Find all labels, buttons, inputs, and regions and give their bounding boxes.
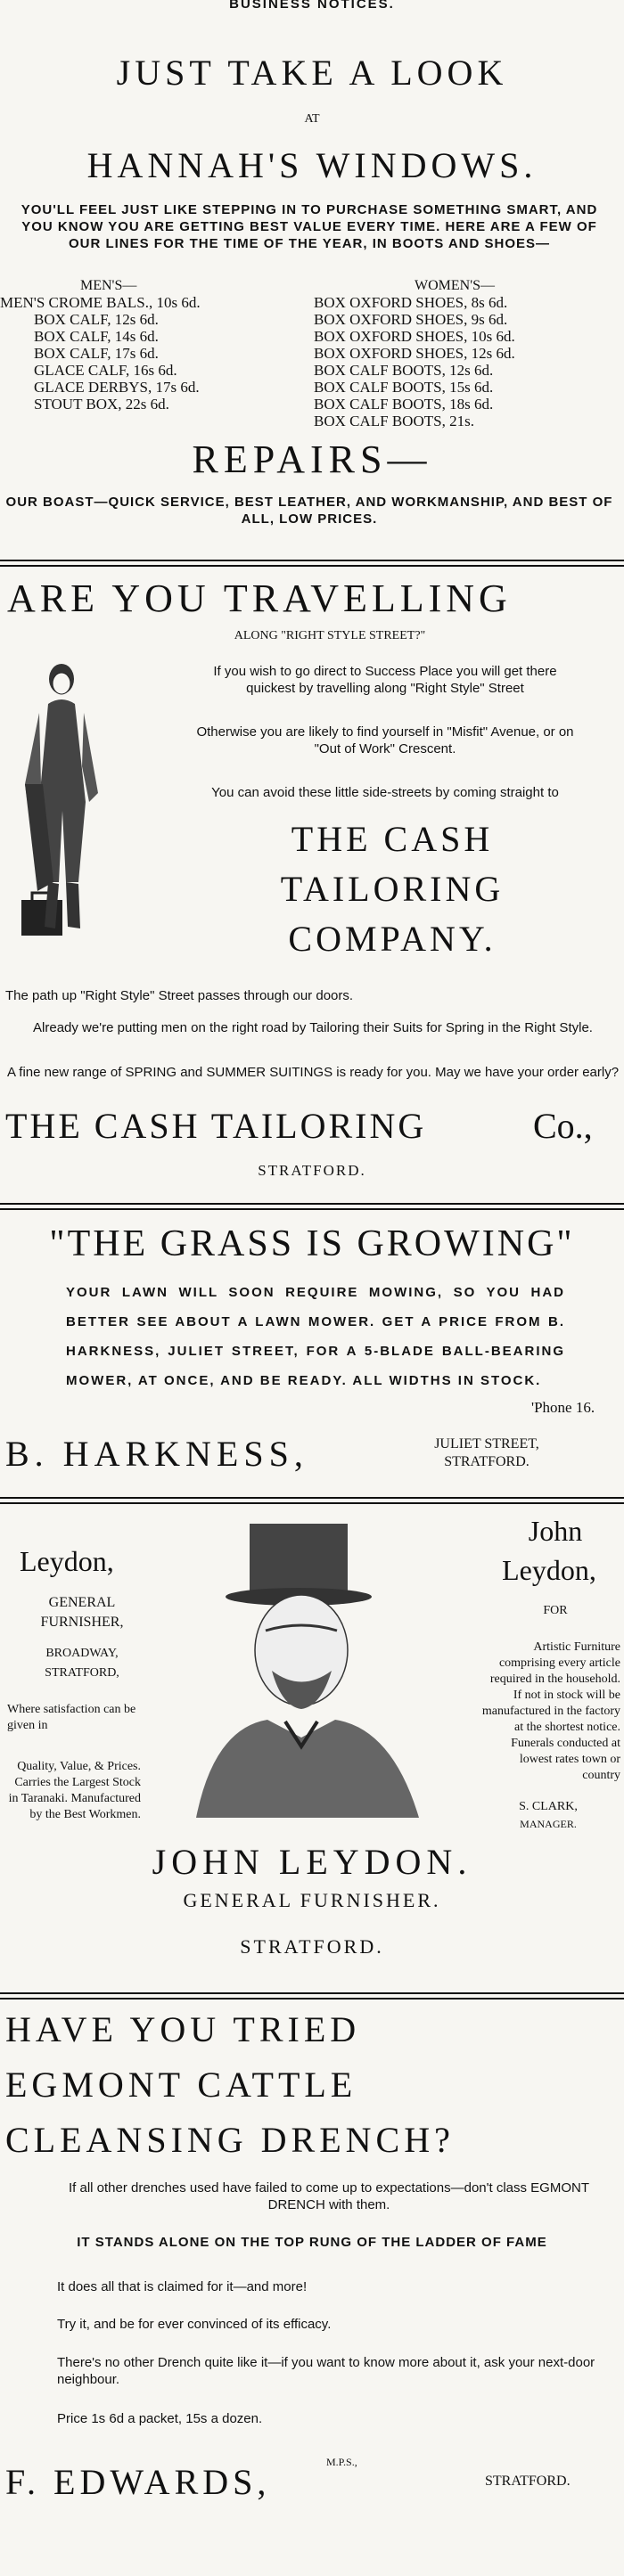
leydon-left-title-2: FURNISHER, [40,1615,124,1630]
womens-list [314,294,617,429]
egmont-p3: It does all that is claimed for it—and more! [57,2279,308,2294]
cash-p3: You can avoid these little side-streets by coming straight to [211,785,559,800]
egmont-p6: Price 1s 6d a packet, 15s a dozen. [57,2411,263,2426]
leydon-town: STRATFORD. [240,1935,384,1958]
list-item: MEN'S CROME BALS., 10s 6d. [0,294,201,311]
hannah-name: HANNAH'S WINDOWS. [86,145,538,185]
hannah-title: JUST TAKE A LOOK [116,53,508,93]
list-item: BOX CALF BOOTS, 21s. [314,413,474,429]
leydon-left-addr-2: STRATFORD, [45,1666,119,1680]
list-item: BOX OXFORD SHOES, 12s 6d. [314,345,515,362]
list-item: BOX CALF BOOTS, 18s 6d. [314,396,494,413]
divider [0,560,624,567]
list-item: BOX CALF, 12s 6d. [34,311,159,328]
mens-list [0,294,294,413]
list-item: BOX CALF BOOTS, 15s 6d. [314,379,494,396]
leydon-big-title: GENERAL FURNISHER. [183,1889,441,1911]
egmont-p5: There's no other Drench quite like it—if you want to know more about it, ask your next-door neighbour. [57,2355,595,2387]
divider [0,1203,624,1210]
leydon-right-mgr-title: MANAGER. [520,1818,577,1830]
grass-addr-1: JULIET STREET, [434,1436,539,1452]
gentleman-illustration [12,659,111,953]
egmont-line-2: EGMONT CATTLE [5,2065,357,2105]
list-item: BOX CALF, 17s 6d. [34,345,159,362]
leydon-right-p1: Artistic Furniture comprising every article required in the household. If not in stock will be manufactured in the factory at the shortest notice. Funerals conducted at lowest rates town or country [481,1640,620,1782]
cash-big-2: TAILORING [280,869,505,909]
egmont-p2: IT STANDS ALONE ON THE TOP RUNG OF THE LADDER OF FAME [77,2235,547,2250]
cash-town: STRATFORD. [258,1162,366,1179]
womens-heading: WOMEN'S— [415,278,495,293]
cash-title: ARE YOU TRAVELLING [7,577,512,620]
list-item: GLACE DERBYS, 17s 6d. [34,379,200,396]
leydon-right-name-1: John [528,1515,583,1547]
divider [0,1497,624,1504]
leydon-left-p1: Where satisfaction can be given in [7,1703,136,1732]
egmont-footer: F. EDWARDS, [5,2462,271,2502]
list-item: BOX CALF BOOTS, 12s 6d. [314,362,494,379]
grass-addr-2: STRATFORD. [444,1454,530,1469]
list-item: BOX OXFORD SHOES, 9s 6d. [314,311,508,328]
leydon-big-name: JOHN LEYDON. [152,1842,472,1882]
list-item: STOUT BOX, 22s 6d. [34,396,169,413]
cash-p4: The path up "Right Style" Street passes through our doors. [5,988,354,1003]
grass-title: "THE GRASS IS GROWING" [49,1223,575,1264]
cash-footer: THE CASH TAILORING [5,1106,427,1146]
egmont-line-3: CLEANSING DRENCH? [5,2120,455,2160]
cash-big-3: COMPANY. [288,919,497,959]
hannah-boast: OUR BOAST—QUICK SERVICE, BEST LEATHER, AND WORKMANSHIP, AND BEST OF ALL, LOW PRICES. [5,495,613,527]
leydon-left-p2: Quality, Value, & Prices. Carries the Largest Stock in Taranaki. Manufactured by the Best Workmen. [8,1760,141,1821]
list-item: BOX CALF, 14s 6d. [34,328,159,345]
egmont-p4: Try it, and be for ever convinced of its efficacy. [57,2317,332,2332]
divider [0,1992,624,1999]
leydon-left-title-1: GENERAL [48,1595,116,1610]
repairs-heading: REPAIRS— [192,438,432,481]
egmont-town: STRATFORD. [485,2474,571,2489]
mens-heading: MEN'S— [80,278,137,293]
grass-body: YOUR LAWN WILL SOON REQUIRE MOWING, SO YOU HAD BETTER SEE ABOUT A LAWN MOWER. GET A PRICE FROM B. HARKNESS, JULIET STREET, FOR A 5-BLADE BALL-BEARING MOWER, AT ONCE, AND BE READY. ALL WIDTHS IN STOCK. [66,1285,565,1388]
hannah-at: AT [304,112,320,126]
section-header: BUSINESS NOTICES. [229,0,395,12]
grass-phone: 'Phone 16. [531,1399,595,1416]
list-item: BOX OXFORD SHOES, 10s 6d. [314,328,515,345]
cash-big-1: THE CASH [291,819,494,859]
list-item: BOX OXFORD SHOES, 8s 6d. [314,294,508,311]
cash-p5: Already we're putting men on the right road by Tailoring their Suits for Spring in the Right Style. [33,1020,593,1035]
cash-p2: Otherwise you are likely to find yourself in "Misfit" Avenue, or on "Out of Work" Crescent. [196,724,574,756]
hannah-intro: YOU'LL FEEL JUST LIKE STEPPING IN TO PURCHASE SOMETHING SMART, AND YOU KNOW YOU ARE GETTING BEST VALUE EVERY TIME. HERE ARE A FEW OF OUR LINES FOR THE TIME OF THE YEAR, IN BOOTS AND SHOES— [21,202,598,251]
leydon-left-name: Leydon, [20,1545,114,1577]
egmont-mps: M.P.S., [326,2456,357,2468]
leydon-right-for: FOR [543,1604,568,1617]
grass-name: B. HARKNESS, [5,1434,308,1474]
leydon-right-name-2: Leydon, [502,1554,596,1586]
cash-footer-co: Co., [533,1106,593,1146]
cash-p6: A fine new range of SPRING and SUMMER SUITINGS is ready for you. May we have your order early? [6,1065,620,1080]
cash-p1: If you wish to go direct to Success Place you will get there quickest by travelling along "Right Style" Street [213,664,557,696]
egmont-p1: If all other drenches used have failed to come up to expectations—don't class EGMONT DRENCH with them. [69,2180,589,2212]
egmont-line-1: HAVE YOU TRIED [5,2009,361,2049]
leydon-portrait [160,1515,464,1818]
leydon-right-mgr: S. CLARK, [519,1800,578,1813]
leydon-left-addr-1: BROADWAY, [45,1647,119,1660]
cash-along: ALONG "RIGHT STYLE STREET?" [234,629,426,642]
list-item: GLACE CALF, 16s 6d. [34,362,177,379]
